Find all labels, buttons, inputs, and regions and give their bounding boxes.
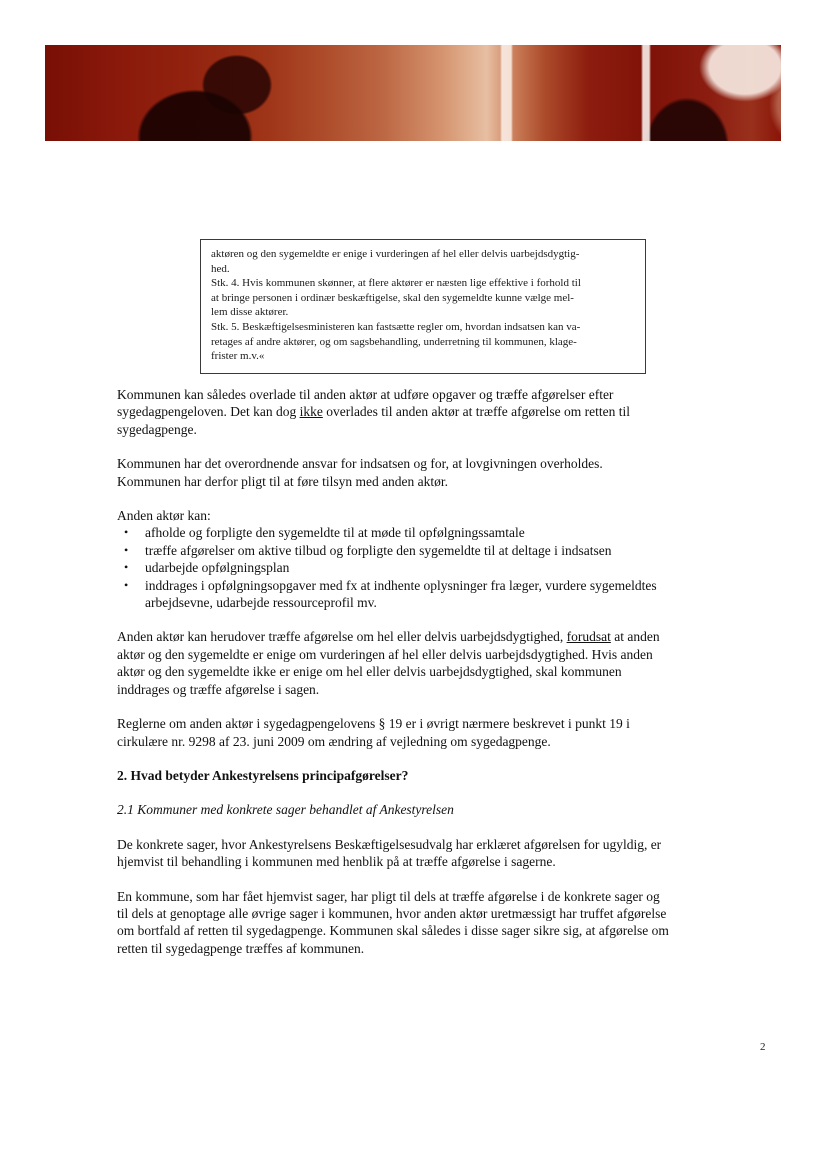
subsection-heading: 2.1 Kommuner med konkrete sager behandlet af Ankestyrelsen: [117, 802, 454, 818]
anden-aktor-list: [117, 524, 669, 611]
underlined-word: forudsat: [566, 629, 611, 645]
paragraph-text: Anden aktør kan herudover træffe afgørelse om hel eller delvis uarbejdsdygtighed,: [117, 629, 567, 645]
quote-line: lem disse aktører.: [211, 306, 289, 319]
quote-line: aktøren og den sygemeldte er enige i vurderingen af hel eller delvis uarbejdsdygtig-: [211, 248, 580, 260]
bullet-item: • udarbejde opfølgningsplan: [117, 559, 669, 576]
paragraph-overlade: [117, 386, 669, 438]
paragraph-hjemvist: En kommune, som har fået hjemvist sager, har pligt til dels at træffe afgørelse i de konkrete sager og til dels at genoptage alle øvrige sager i kommunen, hvor anden aktør uretmæssigt har truffet afgørelse om bortfald af retten til sygedagpenge. Kommunen skal således i disse sager sikre sig, at afgørelse om retten til sygedagpenge træffes af kommunen.: [117, 888, 669, 956]
quote-line: hed.: [211, 262, 230, 275]
body-content: [117, 386, 669, 974]
paragraph-text: at anden aktør og den sygemeldte er enige om vurderingen af hel eller delvis uarbejdsdygtighed. Hvis anden aktør og den sygemeldte ikke er enige om hel eller delvis uarbejdsdygtighed, skal kommunen inddrages og træffe afgørelse i sagen.: [117, 629, 660, 697]
bullet-item: • afholde og forpligte den sygemeldte til at møde til opfølgningssamtale: [117, 524, 669, 541]
bullet-item: • træffe afgørelser om aktive tilbud og forpligte den sygemeldte til at deltage i indsatsen: [117, 542, 669, 559]
quote-line: at bringe personen i ordinær beskæftigelse, skal den sygemeldte kunne vælge mel-: [211, 291, 574, 304]
quote-line: Stk. 5. Beskæftigelsesministeren kan fastsætte regler om, hvordan indsatsen kan va-: [211, 320, 581, 333]
paragraph-konkrete-sager: De konkrete sager, hvor Ankestyrelsens Beskæftigelsesudvalg har erklæret afgørelsen for ugyldig, er hjemvist til behandling i kommunen med henblik på at træffe afgørelse i sagerne.: [117, 836, 662, 870]
bullet-item: • inddrages i opfølgningsopgaver med fx at indhente oplysninger fra læger, vurdere sygemeldtes arbejdsevne, udarbejde ressourceprofil mv.: [117, 577, 669, 612]
paragraph-uarbejdsdygtighed: [117, 628, 669, 698]
header-photo-banner: [45, 45, 781, 141]
quote-line: Stk. 4. Hvis kommunen skønner, at flere aktører er næsten lige effektive i forhold til: [211, 277, 581, 290]
paragraph-text: overlades til anden aktør at træffe afgørelse om retten til sygedagpenge.: [117, 404, 630, 437]
list-intro: Anden aktør kan:: [117, 508, 211, 524]
underlined-word: ikke: [299, 404, 323, 420]
section-heading: 2. Hvad betyder Ankestyrelsens principafgørelser?: [117, 767, 409, 783]
paragraph-ansvar: Kommunen har det overordnende ansvar for indsatsen og for, at lovgivningen overholdes. Kommunen har derfor pligt til at føre tilsyn med anden aktør.: [117, 456, 603, 489]
paragraph-reglerne: Reglerne om anden aktør i sygedagpengelovens § 19 er i øvrigt nærmere beskrevet i punkt 19 i cirkulære nr. 9298 af 23. juni 2009 om ændring af vejledning om sygedagpenge.: [117, 716, 630, 749]
paragraph-text: Kommunen kan således overlade til anden aktør at udføre opgaver og træffe afgørelser efter sygedagpengeloven. Det kan dog: [117, 387, 614, 420]
quote-line: frister m.v.«: [211, 350, 265, 363]
quote-line: retages af andre aktører, og om sagsbehandling, underretning til kommunen, klage-: [211, 335, 577, 348]
page-number: 2: [760, 1041, 766, 1053]
legal-quote-box: [200, 239, 646, 374]
